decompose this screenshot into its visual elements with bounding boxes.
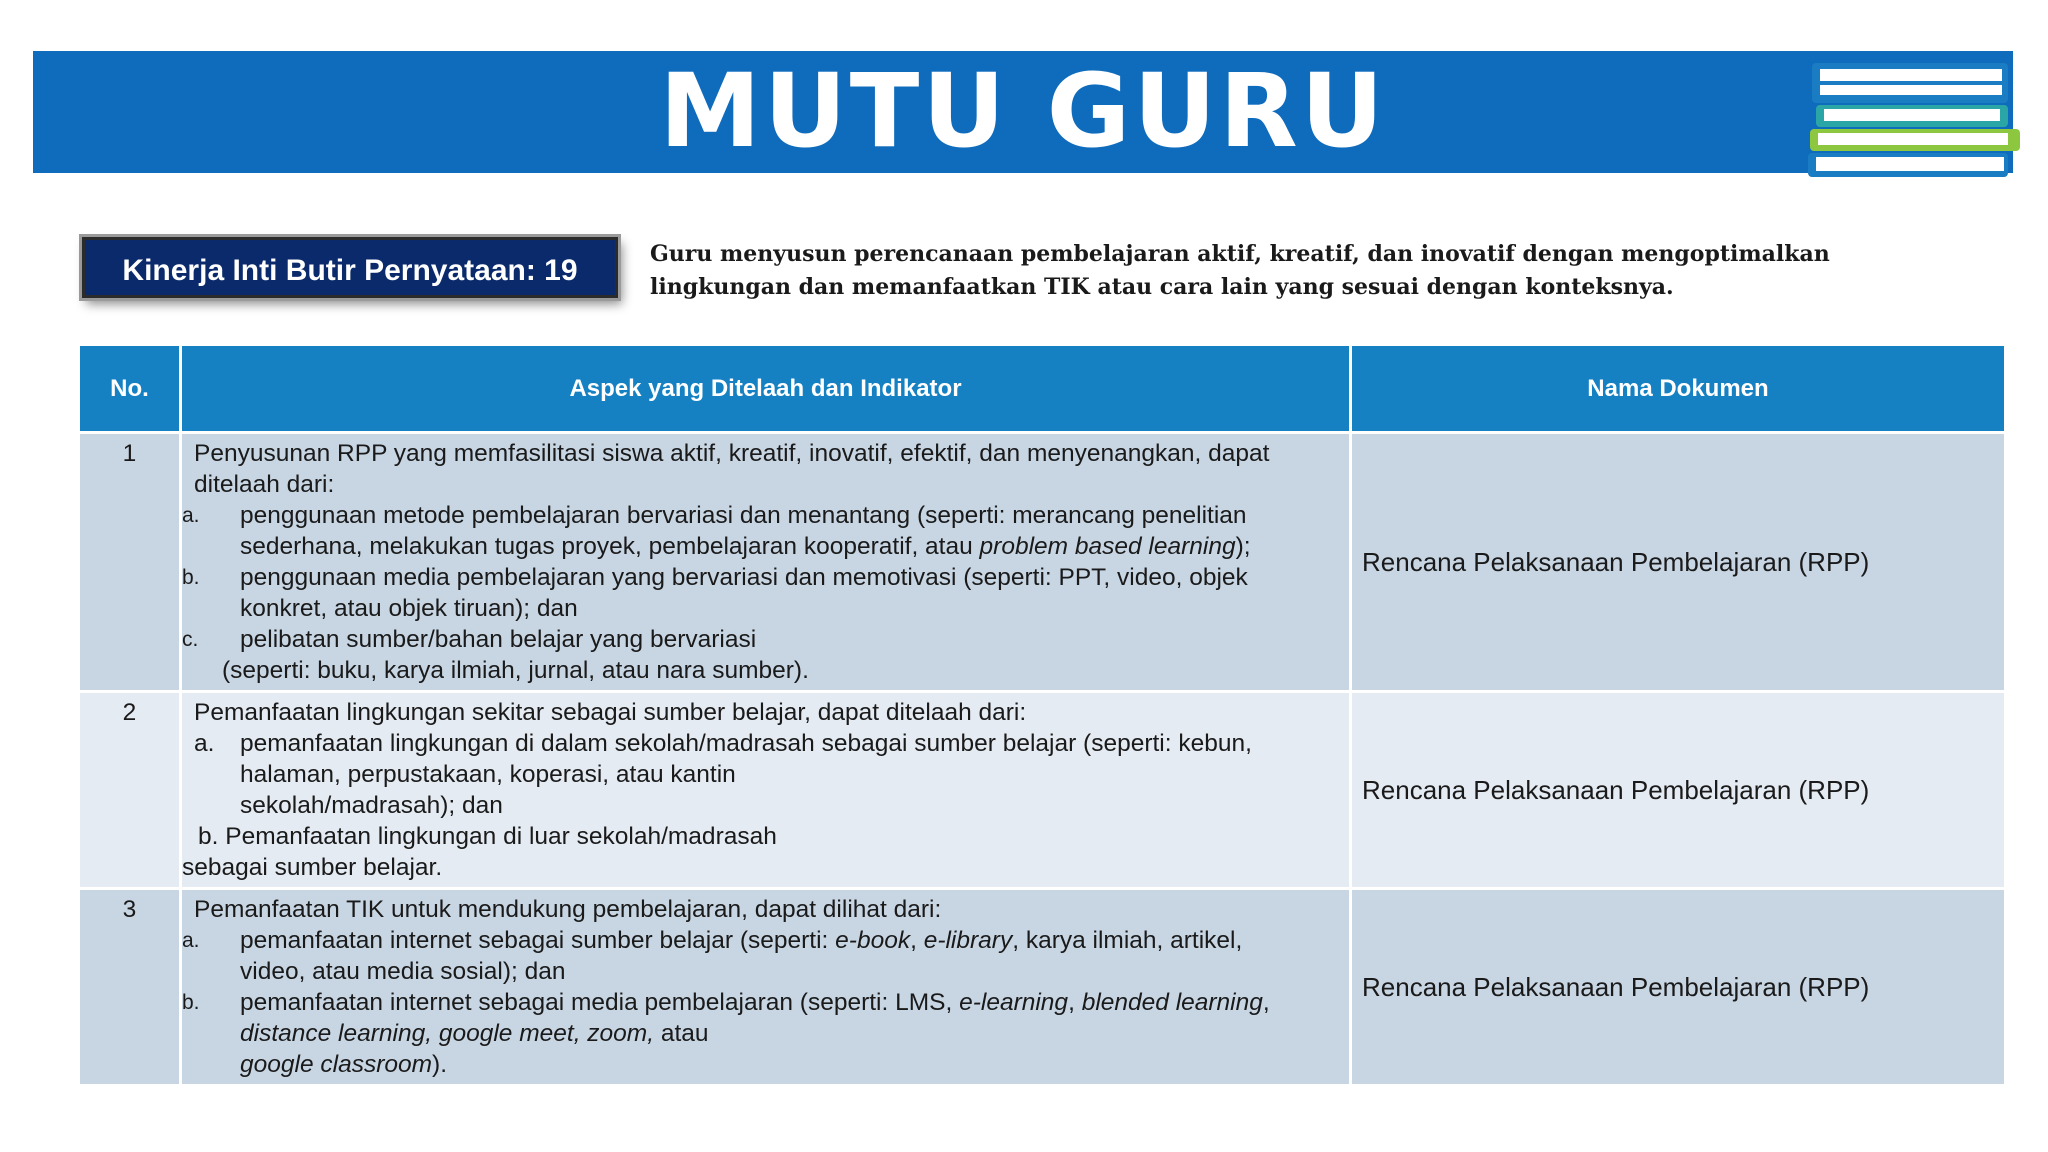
list-item (182, 987, 1349, 1018)
list-item-text: , (910, 927, 924, 954)
list-item-cont: konkret, atau objek tiruan); dan (240, 595, 578, 622)
list-item-emphasis: e-learning (959, 989, 1069, 1016)
header-no: No. (79, 345, 181, 433)
list-item-text: pemanfaatan internet sebagai sumber belajar (seperti: (240, 927, 836, 954)
list-marker: b. (182, 566, 200, 589)
aspek-intro: Pemanfaatan lingkungan sekitar sebagai sumber belajar, dapat ditelaah dari: (194, 699, 1027, 726)
list-marker: a. (182, 929, 200, 952)
list-item-text: penggunaan media pembelajaran yang bervariasi dan memotivasi (seperti: PPT, video, objek (240, 564, 1248, 591)
list-marker: c. (182, 628, 199, 651)
list-item-emphasis: e-book (835, 927, 911, 954)
list-item-text: pemanfaatan internet sebagai media pembelajaran (seperti: LMS, (240, 989, 960, 1016)
document-name: Rencana Pelaksanaan Pembelajaran (RPP) (1351, 692, 2006, 889)
list-item (182, 624, 1349, 655)
list-item-text: , (1068, 989, 1082, 1016)
list-item-text: , (1262, 989, 1270, 1016)
list-item-text: penggunaan metode pembelajaran bervariasi dan menantang (seperti: merancang penelitian (240, 502, 1247, 529)
list-item (182, 500, 1349, 531)
list-item (182, 925, 1349, 956)
list-item (182, 728, 1349, 759)
header-aspek: Aspek yang Ditelaah dan Indikator (181, 345, 1351, 433)
indicator-statement (650, 238, 1850, 304)
list-item-cont: sebagai sumber belajar. (182, 854, 443, 881)
row-number: 1 (79, 433, 181, 692)
list-marker: b. (182, 991, 200, 1014)
row-number: 3 (79, 889, 181, 1086)
aspek-cell (181, 889, 1351, 1086)
list-item-cont: video, atau media sosial); dan (240, 958, 566, 985)
indicator-table (77, 343, 2007, 1087)
list-item: b. Pemanfaatan lingkungan di luar sekolah/madrasah (198, 823, 777, 850)
list-item-emphasis: distance learning, google meet, zoom, (240, 1020, 655, 1047)
list-item-text: sederhana, melakukan tugas proyek, pembelajaran kooperatif, atau (240, 533, 980, 560)
list-marker: a. (182, 504, 200, 527)
list-item-emphasis: problem based learning (979, 533, 1236, 560)
list-item-text: atau (654, 1020, 709, 1047)
table-row (79, 889, 2006, 1086)
list-item-emphasis: google classroom (240, 1051, 433, 1078)
list-item-cont: sekolah/madrasah); dan (240, 792, 503, 819)
aspek-cell (181, 692, 1351, 889)
list-item-text: pemanfaatan lingkungan di dalam sekolah/madrasah sebagai sumber belajar (seperti: kebun, (240, 730, 1252, 757)
list-item (182, 562, 1349, 593)
list-item-text: ); (1235, 533, 1251, 560)
stacked-books-icon (1800, 55, 2030, 190)
indicator-badge: Kinerja Inti Butir Pernyataan: 19 (82, 237, 618, 298)
list-marker: a. (194, 730, 215, 757)
list-item-text: , karya ilmiah, artikel, (1012, 927, 1243, 954)
list-item-emphasis: blended learning (1081, 989, 1263, 1016)
list-item-cont (182, 1018, 1349, 1049)
document-name: Rencana Pelaksanaan Pembelajaran (RPP) (1351, 889, 2006, 1086)
table-row (79, 692, 2006, 889)
list-item-text: ). (432, 1051, 447, 1078)
table-header-row (79, 345, 2006, 433)
list-item-text: pelibatan sumber/bahan belajar yang bervariasi (240, 626, 757, 653)
list-item-cont (182, 1049, 1349, 1080)
aspek-intro: Pemanfaatan TIK untuk mendukung pembelajaran, dapat dilihat dari: (194, 896, 942, 923)
aspek-intro-cont: ditelaah dari: (194, 471, 335, 498)
table-row (79, 433, 2006, 692)
title-banner (33, 51, 2013, 173)
list-item-cont: (seperti: buku, karya ilmiah, jurnal, atau nara sumber). (222, 657, 809, 684)
header-dokumen: Nama Dokumen (1351, 345, 2006, 433)
document-name: Rencana Pelaksanaan Pembelajaran (RPP) (1351, 433, 2006, 692)
list-item-emphasis: e-library (923, 927, 1013, 954)
list-item-cont: halaman, perpustakaan, koperasi, atau kantin (240, 761, 736, 788)
row-number: 2 (79, 692, 181, 889)
aspek-intro: Penyusunan RPP yang memfasilitasi siswa aktif, kreatif, inovatif, efektif, dan menyenangkan, dapat (194, 440, 1270, 467)
statement-line-1: Guru menyusun perencanaan pembelajaran aktif, kreatif, dan inovatif dengan mengoptimalkan (650, 241, 1830, 267)
page-title: MUTU GURU (659, 52, 1387, 171)
list-item-cont (182, 531, 1349, 562)
statement-line-2: lingkungan dan memanfaatkan TIK atau cara lain yang sesuai dengan konteksnya. (650, 274, 1674, 300)
aspek-cell (181, 433, 1351, 692)
